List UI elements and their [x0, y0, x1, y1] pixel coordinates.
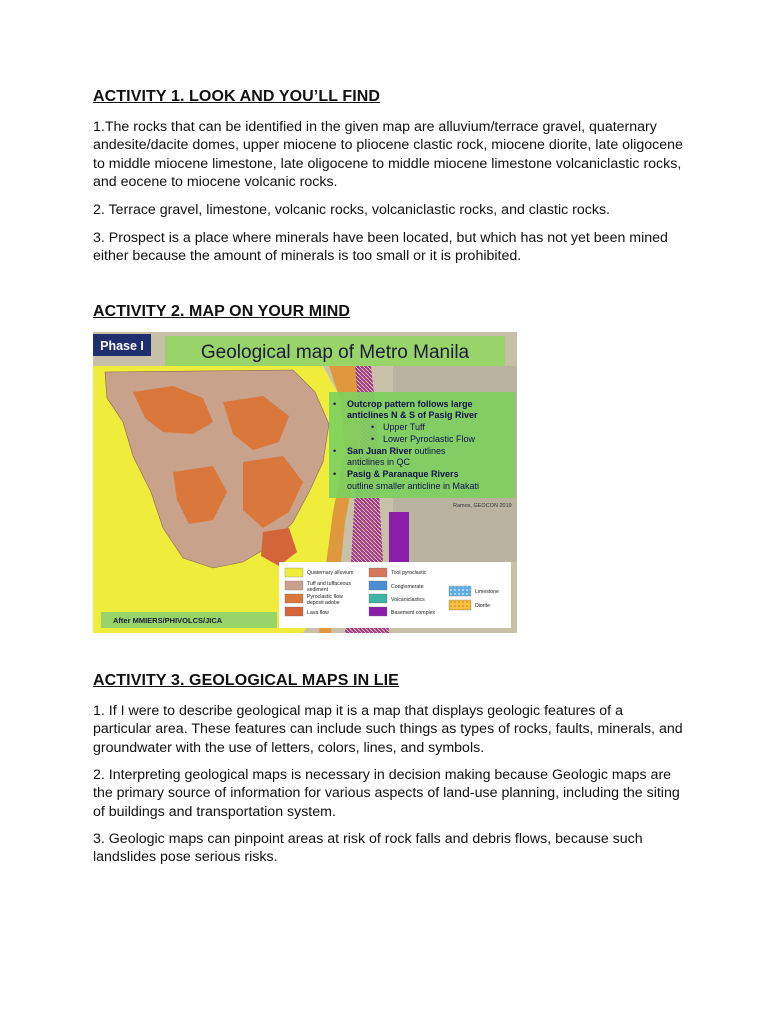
legend-basement: Basement complex — [391, 610, 436, 616]
note-lower-pyroclastic: Lower Pyroclastic Flow — [383, 434, 476, 444]
activity3-heading: ACTIVITY 3. GEOLOGICAL MAPS IN LIE — [93, 672, 399, 689]
legend-tuff-2: sediment — [307, 587, 329, 593]
svg-text:•: • — [333, 469, 337, 479]
svg-text:San Juan River outlines — [347, 446, 446, 456]
legend-swatch-lava — [285, 607, 303, 616]
legend-tuff-1: Tuff and tuffaceous — [307, 581, 352, 587]
activity1-answer-3: 3. Prospect is a place where minerals have been located, but which has not yet been mined either because the amount of minerals is too small or it is prohibited. — [93, 230, 668, 265]
svg-text:•: • — [333, 446, 337, 456]
legend-diorite: Diorite — [475, 603, 490, 609]
activity1-answer-1: 1.The rocks that can be identified in the given map are alluvium/terrace gravel, quaternary andesite/dacite domes, upper miocene to pliocene clastic rock, miocene diorite, late oligocene to middle miocene limestone, late oligocene to middle miocene limestone volcaniclastic rocks, and eocene to miocene volcanic rocks. — [93, 119, 683, 190]
note-outcrop-1: Outcrop pattern follows large — [347, 399, 473, 409]
legend-conglomerate: Conglomerate — [391, 584, 424, 590]
legend-pyroclastic-2: deposit adobe — [307, 600, 340, 606]
activity3-answer-2: 2. Interpreting geological maps is necessary in decision making because Geologic maps are the primary source of information for various aspects of land-use planning, including the siting of buildings and transportation system. — [93, 767, 680, 820]
note-outlines: outlines — [412, 446, 446, 456]
legend-swatch-tool — [369, 568, 387, 577]
activity3-answer-3: 3. Geologic maps can pinpoint areas at risk of rock falls and debris flows, because such landslides pose serious risks. — [93, 831, 643, 866]
credit-ramos: Ramos, GEOCON 2019 — [453, 503, 512, 509]
legend-tool: Tool pyroclastic — [391, 570, 427, 576]
legend-swatch-conglomerate — [369, 581, 387, 590]
activity3-answer-1: 1. If I were to describe geological map it is a map that displays geologic features of a particular area. These features can include such things as types of rocks, faults, minerals, and groundwater with the use of letters, colors, lines, and symbols. — [93, 703, 683, 756]
legend-swatch-alluvium — [285, 568, 303, 577]
legend-swatch-volcaniclastics — [369, 594, 387, 603]
note-pasig: Pasig & Paranaque Rivers — [347, 469, 459, 479]
legend-swatch-diorite — [449, 600, 471, 610]
legend-lava: Lava flow — [307, 610, 329, 616]
svg-text:•: • — [371, 422, 375, 432]
geological-map-figure — [93, 332, 517, 633]
legend-swatch-basement — [369, 607, 387, 616]
activity1-answer-2: 2. Terrace gravel, limestone, volcanic rocks, volcaniclastic rocks, and clastic rocks. — [93, 202, 610, 218]
source-label: After MMIERS/PHIVOLCS/JICA — [113, 616, 223, 625]
legend-limestone: Limestone — [475, 589, 499, 595]
legend-pyroclastic-1: Pyroclastic flow — [307, 594, 343, 600]
svg-text:•: • — [333, 399, 337, 409]
note-anticlines-qc: anticlines in QC — [347, 457, 411, 467]
legend-swatch-limestone — [449, 586, 471, 596]
activity1-heading: ACTIVITY 1. LOOK AND YOU’LL FIND — [93, 88, 381, 105]
note-outcrop-2: anticlines N & S of Pasig River — [347, 410, 478, 420]
svg-text:•: • — [371, 434, 375, 444]
map-title: Geological map of Metro Manila — [200, 342, 470, 363]
activity2-heading: ACTIVITY 2. MAP ON YOUR MIND — [93, 303, 351, 320]
note-san-juan: San Juan River — [347, 446, 413, 456]
legend-swatch-tuff — [285, 581, 303, 590]
legend-alluvium: Quaternary alluvium — [307, 570, 354, 576]
legend-swatch-pyroclastic — [285, 594, 303, 603]
note-makati: outline smaller anticline in Makati — [347, 481, 480, 491]
phase-label: Phase I — [100, 339, 144, 353]
legend-volcaniclastics: Volcaniclastics — [391, 597, 425, 603]
note-upper-tuff: Upper Tuff — [383, 422, 425, 432]
